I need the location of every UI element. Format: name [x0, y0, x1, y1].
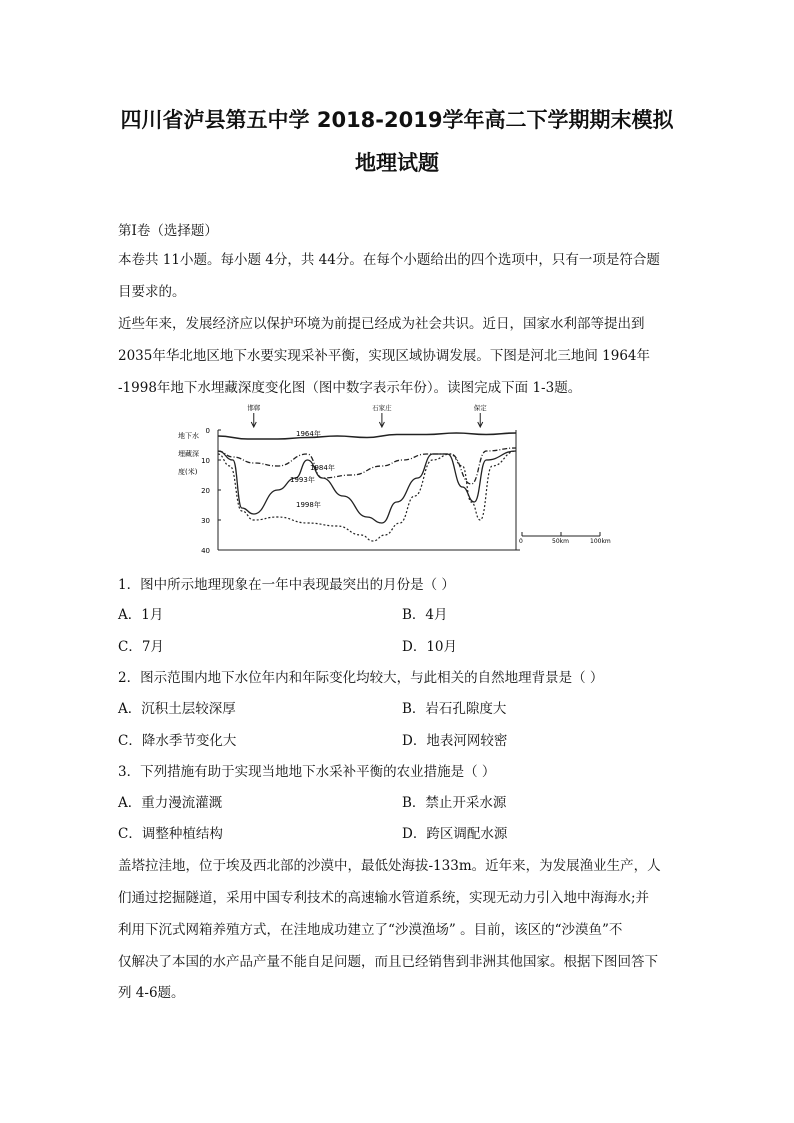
instruction-line: 本卷共 11小题。每小题 4分，共 44分。在每个小题给出的四个选项中，只有一项是符合题	[118, 252, 660, 268]
series-line-1993年	[218, 451, 516, 523]
option-b[interactable]: B．4月	[402, 607, 448, 623]
place-arrow	[379, 413, 384, 427]
series-label-1998: 1998年	[296, 501, 321, 509]
series-label-1984: 1984年	[310, 464, 335, 472]
y-tick-label: 10	[201, 457, 210, 465]
chart-ylabel-line: 埋藏深	[178, 450, 199, 458]
series-line-1998年	[218, 451, 516, 541]
question-stem: 1．图中所示地理现象在一年中表现最突出的月份是（ ）	[118, 577, 455, 593]
place-arrow	[478, 413, 483, 427]
option-c[interactable]: C．调整种植结构	[118, 826, 223, 842]
series-labels	[290, 429, 335, 509]
intro-line: 仅解决了本国的水产品产量不能自足问题，而且已经销售到非洲其他国家。根据下图回答下	[118, 954, 658, 970]
place-arrow	[251, 413, 256, 427]
place-label: 邯郸	[247, 404, 261, 412]
option-c[interactable]: C．7月	[118, 639, 164, 655]
option-c[interactable]: C．降水季节变化大	[118, 733, 237, 749]
option-a[interactable]: A．1月	[118, 607, 164, 623]
scale-bar	[519, 532, 611, 545]
intro-line: 近些年来，发展经济应以保护环境为前提已经成为社会共识。近日，国家水利部等提出到	[118, 316, 645, 332]
series-line-1964年	[218, 433, 516, 439]
intro-line: 们通过挖掘隧道，采用中国专利技术的高速输水管道系统，实现无动力引入地中海海水;并	[118, 890, 650, 906]
scale-label: 100km	[590, 538, 611, 545]
chart-ylabel	[178, 431, 199, 476]
option-a[interactable]: A．沉积土层较深厚	[118, 701, 236, 717]
series-label-1993: 1993年	[290, 476, 315, 484]
intro-line: 列 4-6题。	[118, 985, 185, 1001]
page-subtitle: 地理试题	[355, 151, 439, 175]
option-b[interactable]: B．禁止开采水源	[402, 795, 507, 811]
section-heading: 第Ⅰ卷（选择题）	[118, 223, 218, 239]
y-tick-label: 20	[201, 487, 210, 495]
y-tick-label: 40	[201, 547, 210, 555]
place-label: 保定	[473, 404, 487, 412]
option-a[interactable]: A．重力漫流灌溉	[118, 795, 223, 811]
y-tick-label: 0	[205, 427, 210, 435]
scale-label: 50km	[552, 538, 569, 545]
place-label: 石家庄	[372, 404, 392, 412]
option-d[interactable]: D．跨区调配水源	[402, 826, 508, 842]
intro-line: 盖塔拉洼地，位于埃及西北部的沙漠中，最低处海拔-133m。近年来，为发展渔业生产，人	[118, 858, 661, 874]
chart-ylabel-line: 地下水	[178, 432, 199, 440]
question-stem: 2．图示范围内地下水位年内和年际变化均较大，与此相关的自然地理背景是（ ）	[118, 670, 604, 686]
option-b[interactable]: B．岩石孔隙度大	[402, 701, 507, 717]
page-title: 四川省泸县第五中学 2018-2019学年高二下学期期末模拟	[120, 108, 674, 132]
intro-line: 2035年华北地区地下水要实现采补平衡，实现区域协调发展。下图是河北三地间 1964年	[118, 348, 651, 364]
groundwater-depth-chart	[170, 396, 630, 556]
chart-ylabel-line: 度(米)	[178, 468, 198, 476]
question-stem: 3．下列措施有助于实现当地地下水采补平衡的农业措施是（ ）	[118, 764, 496, 780]
option-d[interactable]: D．10月	[402, 639, 458, 655]
series-line-1984年	[218, 448, 516, 484]
scale-label: 0	[519, 538, 523, 545]
option-d[interactable]: D．地表河网较密	[402, 733, 508, 749]
instruction-line: 目要求的。	[118, 284, 186, 300]
intro-line: -1998年地下水埋藏深度变化图（图中数字表示年份）。读图完成下面 1-3题。	[118, 380, 582, 396]
series-label-1964: 1964年	[296, 430, 321, 438]
intro-line: 利用下沉式网箱养殖方式，在洼地成功建立了“沙漠渔场” 。目前，该区的“沙漠鱼”不	[118, 922, 623, 938]
y-tick-label: 30	[201, 517, 210, 525]
